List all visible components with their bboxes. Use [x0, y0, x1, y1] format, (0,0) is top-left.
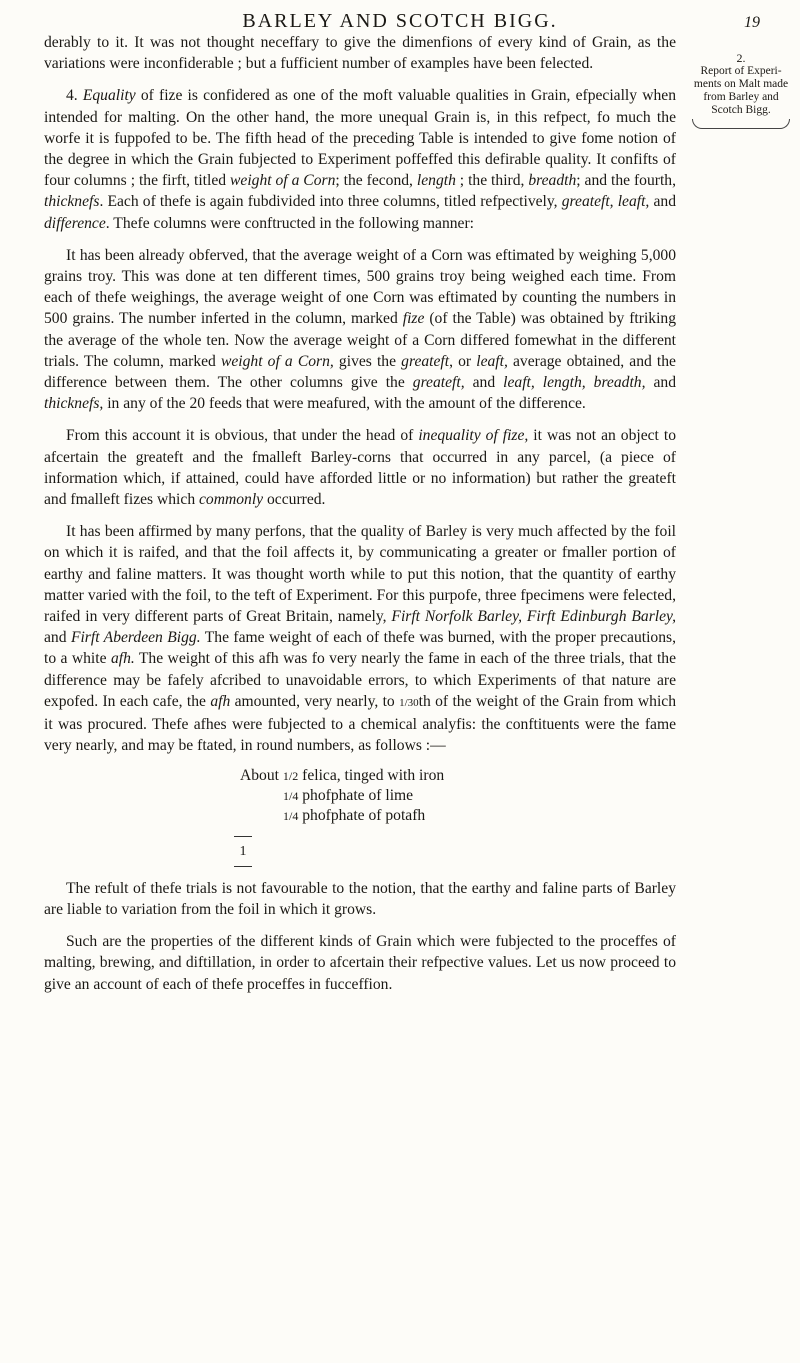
paragraph-continuation: derably to it. It was not thought neceffary to give the dimenfions of every kind of Grain, as the variations were inconfiderable ; but a fufficient number of examples have been felected. — [44, 34, 676, 73]
margin-note-line: Report of Experi- — [700, 65, 782, 77]
ash-component-row: 1/4 phofphate of lime — [283, 786, 414, 804]
paragraph-inequality-of-size: From this account it is obvious, that under the head of inequality of fize, it was not an object to afcertain the greateft and the fmalleft Barley-corns that occurred in any parcel, (a piece of information which, if attained, could have afforded little or no information) but rather the greateft and fmalleft fizes which commonly occurred. — [44, 427, 677, 509]
paragraph-average-weight: It has been already obferved, that the average weight of a Corn was eftimated by weighing 5,000 grains troy. This was done at ten different times, 500 grains troy being weighed each time. From each of thefe weighings, the average weight of one Corn was eftimated by counting the numbers in 500 grains. The number inferted in the column, marked fize (of the Table) was obtained by ftriking the average of the whole ten. Now the average weight of a Corn differed fomewhat in the different trials. The column, marked weight of a Corn, gives the greateft, or leaft, average obtained, and the difference between them. The other columns give the greateft, and leaft, length, breadth, and thicknefs, in any of the 20 feeds that were meafured, with the amount of the difference. — [44, 246, 677, 413]
margin-note-line: from Barley and — [703, 91, 779, 103]
margin-note-brace — [692, 119, 790, 129]
paragraph-soil-experiment: It has been affirmed by many perfons, that the quality of Barley is very much affected by the foil on which it is raifed, and that the foil affects it, by communicating a greater or fmaller portion of earthy and faline matters. It was thought worth while to put this notion, that the quantity of earthy matter varied with the foil, to the teft of Experiment. For this purpofe, three fpecimens were felected, raifed in very different parts of Great Britain, namely, Firft Norfolk Barley, Firft Edinburgh Barley, and Firft Aberdeen Bigg. The fame weight of each of thefe was burned, with the proper precautions, to a white afh. The weight of this afh was fo very nearly the fame in each of the three trials, that the difference may be fafely afcribed to unavoidable errors, to which Experiments of that nature are expofed. In each cafe, the afh amounted, very nearly, to 1/30th of the weight of the Grain from which it was procured. Thefe afhes were fubjected to a chemical analyfis: the conftituents were the fame very nearly, and may be ftated, in round numbers, as follows :— — [44, 523, 676, 755]
margin-note-number: 2. — [736, 51, 746, 65]
sum-rule — [234, 836, 252, 837]
ash-component-row: 1/4 phofphate of potafh — [283, 806, 426, 824]
ash-component-row: About 1/2 felica, tinged with iron — [240, 766, 445, 784]
margin-note — [686, 52, 796, 129]
paragraph-conclusion: Such are the properties of the different kinds of Grain which were fubjected to the proceffes of malting, brewing, and diftillation, in order to afcertain their refpective values. Let us now proceed to give an account of each of thefe proceffes in fucceffion. — [44, 933, 676, 993]
page-number: 19 — [744, 14, 760, 31]
fraction: 1/30 — [399, 696, 419, 709]
paragraph-equality-of-size: 4. Equality of fize is confidered as one of the moft valuable qualities in Grain, efpecially when intended for malting. On the other hand, the more unequal Grain is, in this refpect, fo much the worfe it is fuppofed to be. The fifth head of the preceding Table is intended to give fome notion of the degree in which the Grain fubjected to Experiment poffeffed this defirable quality. It confifts of four columns ; the firft, titled weight of a Corn; the fecond, length ; the third, breadth; and the fourth, thicknefs. Each of thefe is again fubdivided into three columns, titled refpectively, greateft, leaft, and difference. Thefe columns were conftructed in the following manner: — [44, 87, 676, 232]
margin-note-line: ments on Malt made — [693, 78, 789, 90]
running-head: BARLEY AND SCOTCH BIGG. — [242, 10, 558, 32]
ash-total-value: 1 — [239, 843, 247, 859]
page-body — [44, 32, 676, 995]
ash-analysis-list — [240, 766, 676, 826]
margin-note-line: Scotch Bigg. — [711, 104, 771, 116]
paragraph-result: The refult of thefe trials is not favourable to the notion, that the earthy and faline parts of Barley are liable to variation from the foil in which it grows. — [44, 879, 676, 918]
sum-rule — [234, 866, 252, 867]
ash-total — [234, 836, 252, 867]
